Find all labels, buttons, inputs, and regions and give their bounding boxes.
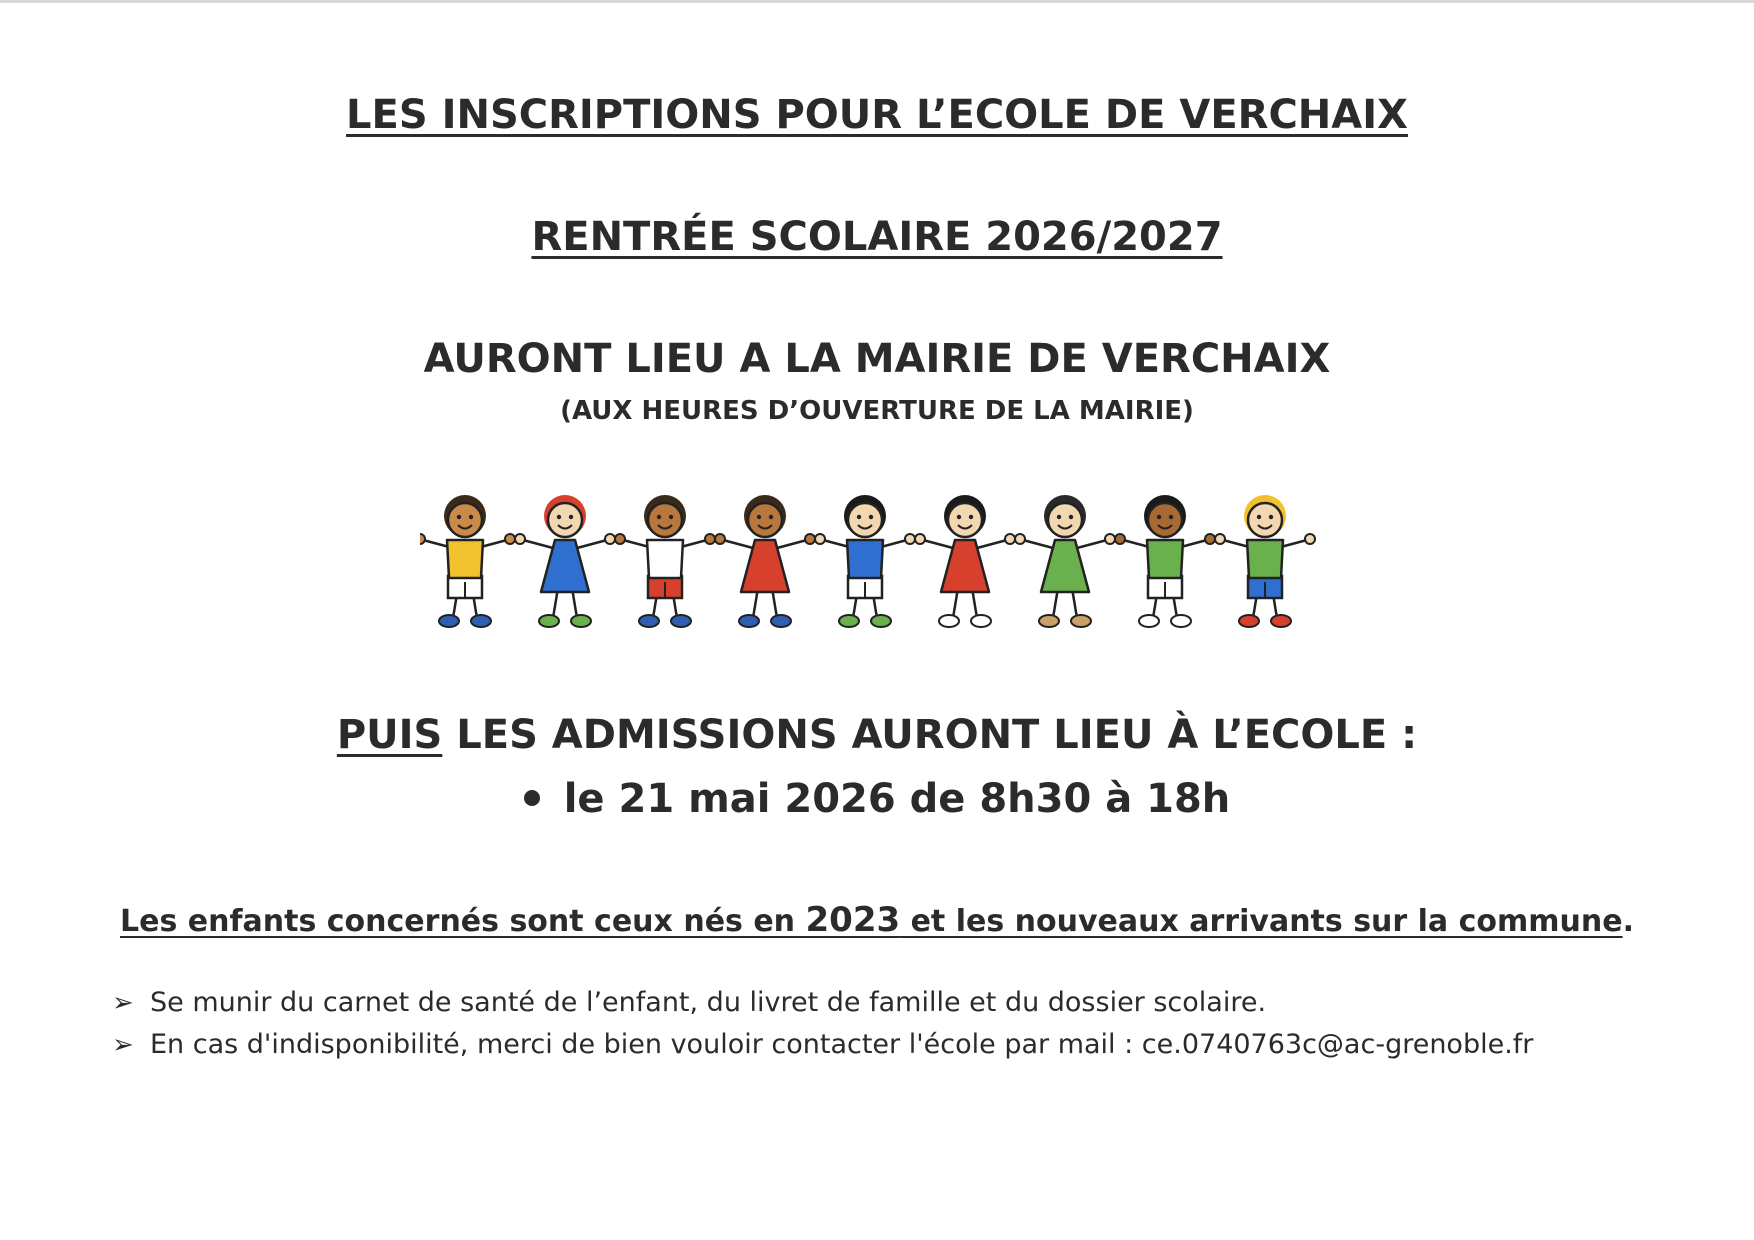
child-figure — [1015, 495, 1115, 627]
child-figure — [1115, 495, 1215, 627]
title-line-2: RENTRÉE SCOLAIRE 2026/2027 — [531, 214, 1223, 260]
child-figure — [420, 495, 515, 627]
admissions-heading — [0, 712, 1754, 758]
child-figure — [715, 495, 815, 627]
scan-edge-line — [0, 0, 1754, 3]
child-figure — [915, 495, 1015, 627]
instruction-item: ➢ Se munir du carnet de santé de l’enfant, du livret de famille et du dossier scolaire. — [112, 982, 1672, 1024]
child-figure — [815, 495, 915, 627]
admissions-rest: LES ADMISSIONS AURONT LIEU À L’ECOLE : — [442, 712, 1418, 758]
eligibility-note: Les enfants concernés sont ceux nés en 2023 et les nouveaux arrivants sur la commune. — [120, 900, 1634, 940]
location-line: AURONT LIEU A LA MAIRIE DE VERCHAIX — [423, 336, 1331, 382]
child-figure — [1215, 495, 1315, 627]
children-holding-hands-illustration — [420, 488, 1330, 638]
location-note: (AUX HEURES D’OUVERTURE DE LA MAIRIE) — [560, 396, 1194, 426]
admission-date-text: le 21 mai 2026 de 8h30 à 18h — [563, 776, 1231, 822]
admission-date-item — [0, 776, 1754, 822]
admissions-lead-word: PUIS — [336, 712, 443, 758]
bullet-dot-icon — [524, 790, 540, 806]
eligibility-year: 2023 — [805, 900, 901, 940]
arrow-bullet-icon: ➢ — [112, 1030, 134, 1060]
arrow-bullet-icon: ➢ — [112, 988, 134, 1018]
child-figure — [615, 495, 715, 627]
instruction-item: ➢ En cas d'indisponibilité, merci de bien vouloir contacter l'école par mail : ce.0740763c@ac-grenoble.fr — [112, 1024, 1672, 1066]
child-figure — [515, 495, 615, 627]
title-line-1: LES INSCRIPTIONS POUR L’ECOLE DE VERCHAIX — [346, 92, 1408, 138]
instructions-list — [112, 982, 1672, 1066]
